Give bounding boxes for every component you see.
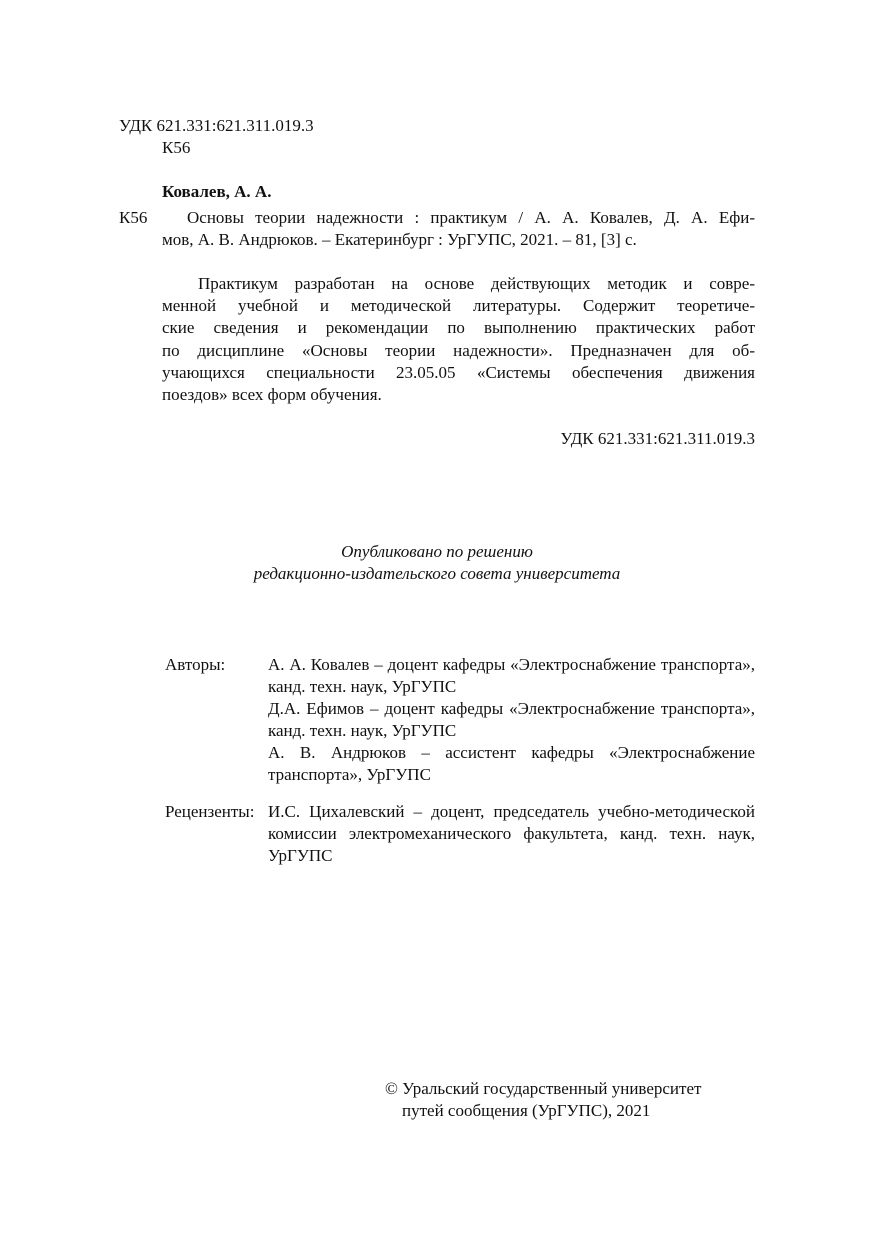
abstract-line-4: по дисциплине «Основы теории надежности». Предназначен для об- <box>162 341 755 360</box>
reviewers-label: Рецензенты: <box>165 802 255 821</box>
reviewer-line-1: И.С. Цихалевский – доцент, председатель учебно-методической <box>268 802 755 821</box>
authors-label: Авторы: <box>165 655 226 674</box>
publication-note-line-2: редакционно-издательского совета университета <box>253 564 621 583</box>
reviewer-line-3: УрГУПС <box>268 846 333 865</box>
copyright-line-2: путей сообщения (УрГУПС), 2021 <box>402 1101 651 1120</box>
author-line-1: А. А. Ковалев – доцент кафедры «Электроснабжение транспорта», <box>268 655 755 674</box>
author-line-4: канд. техн. наук, УрГУПС <box>268 721 457 740</box>
abstract-line-2: менной учебной и методической литературы. Содержит теоретиче- <box>162 296 755 315</box>
bibliography-line-1: Основы теории надежности : практикум / А. А. Ковалев, Д. А. Ефи- <box>187 208 755 227</box>
udk-abstract: УДК 621.331:621.311.019.3 <box>560 429 755 448</box>
udk-header: УДК 621.331:621.311.019.3 <box>119 116 314 135</box>
publication-note-line-1: Опубликовано по решению <box>341 542 533 561</box>
author-line-5: А. В. Андрюков – ассистент кафедры «Электроснабжение <box>268 743 755 762</box>
author-line-3: Д.А. Ефимов – доцент кафедры «Электроснабжение транспорта», <box>268 699 755 718</box>
author-line-6: транспорта», УрГУПС <box>268 765 431 784</box>
author-sign-header: К56 <box>162 138 191 157</box>
bibliography-author: Ковалев, А. А. <box>162 182 272 201</box>
reviewer-line-2: комиссии электромеханического факультета, канд. техн. наук, <box>268 824 755 843</box>
copyright-line-1: © Уральский государственный университет <box>385 1079 702 1098</box>
abstract-line-1: Практикум разработан на основе действующих методик и совре- <box>198 274 755 293</box>
bibliography-code: К56 <box>119 208 148 227</box>
abstract-line-5: учающихся специальности 23.05.05 «Системы обеспечения движения <box>162 363 755 382</box>
bibliography-line-2: мов, А. В. Андрюков. – Екатеринбург : УрГУПС, 2021. – 81, [3] с. <box>162 230 637 249</box>
author-line-2: канд. техн. наук, УрГУПС <box>268 677 457 696</box>
abstract-line-6: поездов» всех форм обучения. <box>162 385 382 404</box>
abstract-line-3: ские сведения и рекомендации по выполнению практических работ <box>162 318 755 337</box>
